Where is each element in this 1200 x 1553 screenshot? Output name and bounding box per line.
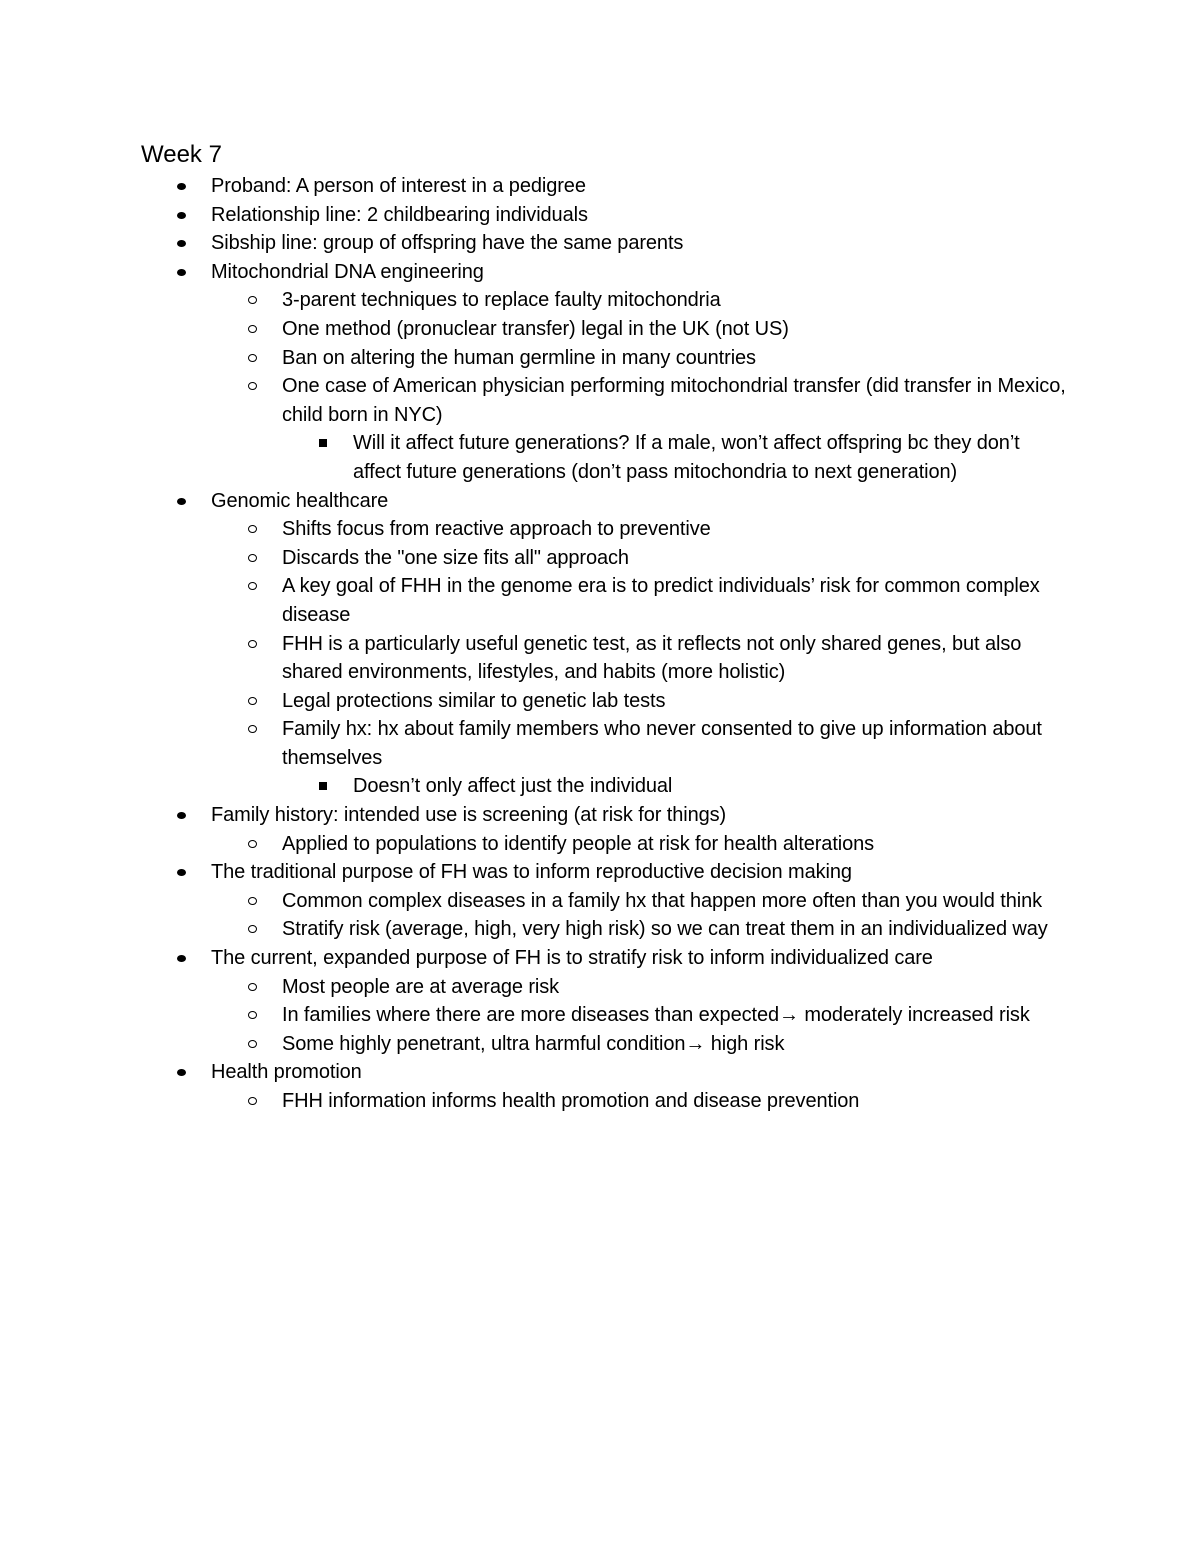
list-item (0, 887, 1072, 916)
list-item (0, 229, 1071, 258)
list-item (0, 630, 1072, 687)
filled-circle-bullet-icon (177, 183, 186, 190)
list-item (0, 1058, 1071, 1087)
filled-circle-bullet-icon (177, 869, 186, 876)
list-item (0, 830, 1072, 859)
hollow-circle-bullet-icon (248, 840, 257, 848)
list-item (0, 858, 1071, 887)
square-bullet-icon (319, 782, 327, 790)
square-bullet-icon (319, 439, 327, 447)
list-item-text: FHH information informs health promotion and disease prevention (282, 1090, 860, 1112)
list-item (0, 772, 1063, 801)
list-item (0, 172, 1071, 201)
list-item (0, 715, 1072, 772)
list-item-text: One case of American physician performing mitochondrial transfer (did transfer in Mexico, child born in NYC) (282, 375, 1066, 426)
list-item-text: Sibship line: group of offspring have the same parents (211, 232, 684, 255)
list-item-text: Mitochondrial DNA engineering (211, 260, 484, 283)
list-item (0, 515, 1072, 544)
list-item (0, 1087, 1072, 1116)
list-item (0, 429, 1063, 486)
hollow-circle-bullet-icon (248, 725, 257, 733)
list-item-text: The current, expanded purpose of FH is to stratify risk to inform individualized care (211, 947, 933, 970)
list-item-text: Common complex diseases in a family hx that happen more often than you would think (282, 889, 1042, 912)
filled-circle-bullet-icon (177, 955, 186, 962)
list-item-text: Proband: A person of interest in a pedigree (211, 175, 586, 197)
list-item-text: Relationship line: 2 childbearing individuals (211, 203, 588, 226)
list-item-text: In families where there are more diseases than expected→ moderately increased risk (282, 1004, 1030, 1027)
list-item-text: Some highly penetrant, ultra harmful condition→ high risk (282, 1032, 785, 1055)
list-item-text: Family hx: hx about family members who never consented to give up information about themselves (282, 718, 1042, 769)
list-item (0, 1001, 1072, 1030)
filled-circle-bullet-icon (177, 812, 186, 819)
list-item-text: Will it affect future generations? If a male, won’t affect offspring bc they don’t affect future generations (don’t pass mitochondria to next generation) (353, 432, 1020, 483)
list-item (0, 487, 1071, 516)
hollow-circle-bullet-icon (248, 640, 257, 648)
list-item (0, 315, 1072, 344)
list-item-text: Shifts focus from reactive approach to preventive (282, 518, 711, 541)
hollow-circle-bullet-icon (248, 525, 257, 533)
list-item-text: Stratify risk (average, high, very high risk) so we can treat them in an individualized way (282, 918, 1048, 941)
hollow-circle-bullet-icon (248, 1097, 257, 1105)
filled-circle-bullet-icon (177, 240, 186, 247)
list-item (0, 372, 1072, 429)
filled-circle-bullet-icon (177, 269, 186, 276)
list-item-text: FHH is a particularly useful genetic test, as it reflects not only shared genes, but also shared environments, lifestyles, and habits (more holistic) (282, 632, 1022, 684)
list-item-text: Discards the "one size fits all" approach (282, 546, 629, 569)
filled-circle-bullet-icon (177, 498, 186, 505)
list-item-text: Applied to populations to identify people at risk for health alterations (282, 832, 875, 855)
list-item (0, 915, 1072, 944)
notes-list (0, 172, 1200, 1116)
hollow-circle-bullet-icon (248, 554, 257, 562)
list-item (0, 801, 1071, 830)
filled-circle-bullet-icon (177, 1069, 186, 1076)
document-title: Week 7 (141, 141, 222, 168)
list-item (0, 572, 1072, 629)
list-item (0, 687, 1072, 716)
list-item-text: Health promotion (211, 1061, 362, 1084)
list-item-text: Ban on altering the human germline in many countries (282, 346, 756, 369)
hollow-circle-bullet-icon (248, 354, 257, 362)
hollow-circle-bullet-icon (248, 983, 257, 991)
hollow-circle-bullet-icon (248, 697, 257, 705)
hollow-circle-bullet-icon (248, 582, 257, 590)
list-item-text: 3-parent techniques to replace faulty mitochondria (282, 289, 721, 312)
list-item (0, 286, 1072, 315)
list-item (0, 544, 1072, 573)
hollow-circle-bullet-icon (248, 1011, 257, 1019)
list-item (0, 973, 1072, 1002)
hollow-circle-bullet-icon (248, 1040, 257, 1048)
list-item (0, 344, 1072, 373)
hollow-circle-bullet-icon (248, 296, 257, 304)
hollow-circle-bullet-icon (248, 382, 257, 390)
list-item-text: Most people are at average risk (282, 975, 560, 998)
list-item (0, 201, 1071, 230)
list-item-text: Family history: intended use is screening (at risk for things) (211, 804, 727, 827)
list-item-text: Doesn’t only affect just the individual (353, 775, 673, 798)
list-item (0, 944, 1071, 973)
filled-circle-bullet-icon (177, 212, 186, 219)
list-item-text: One method (pronuclear transfer) legal in the UK (not US) (282, 317, 789, 340)
hollow-circle-bullet-icon (248, 325, 257, 333)
list-item-text: Legal protections similar to genetic lab tests (282, 689, 666, 712)
list-item (0, 258, 1071, 287)
list-item-text: A key goal of FHH in the genome era is to predict individuals’ risk for common complex disease (282, 575, 1040, 626)
hollow-circle-bullet-icon (248, 925, 257, 933)
list-item-text: The traditional purpose of FH was to inform reproductive decision making (211, 861, 852, 884)
list-item-text: Genomic healthcare (211, 489, 389, 512)
hollow-circle-bullet-icon (248, 897, 257, 905)
list-item (0, 1030, 1072, 1059)
